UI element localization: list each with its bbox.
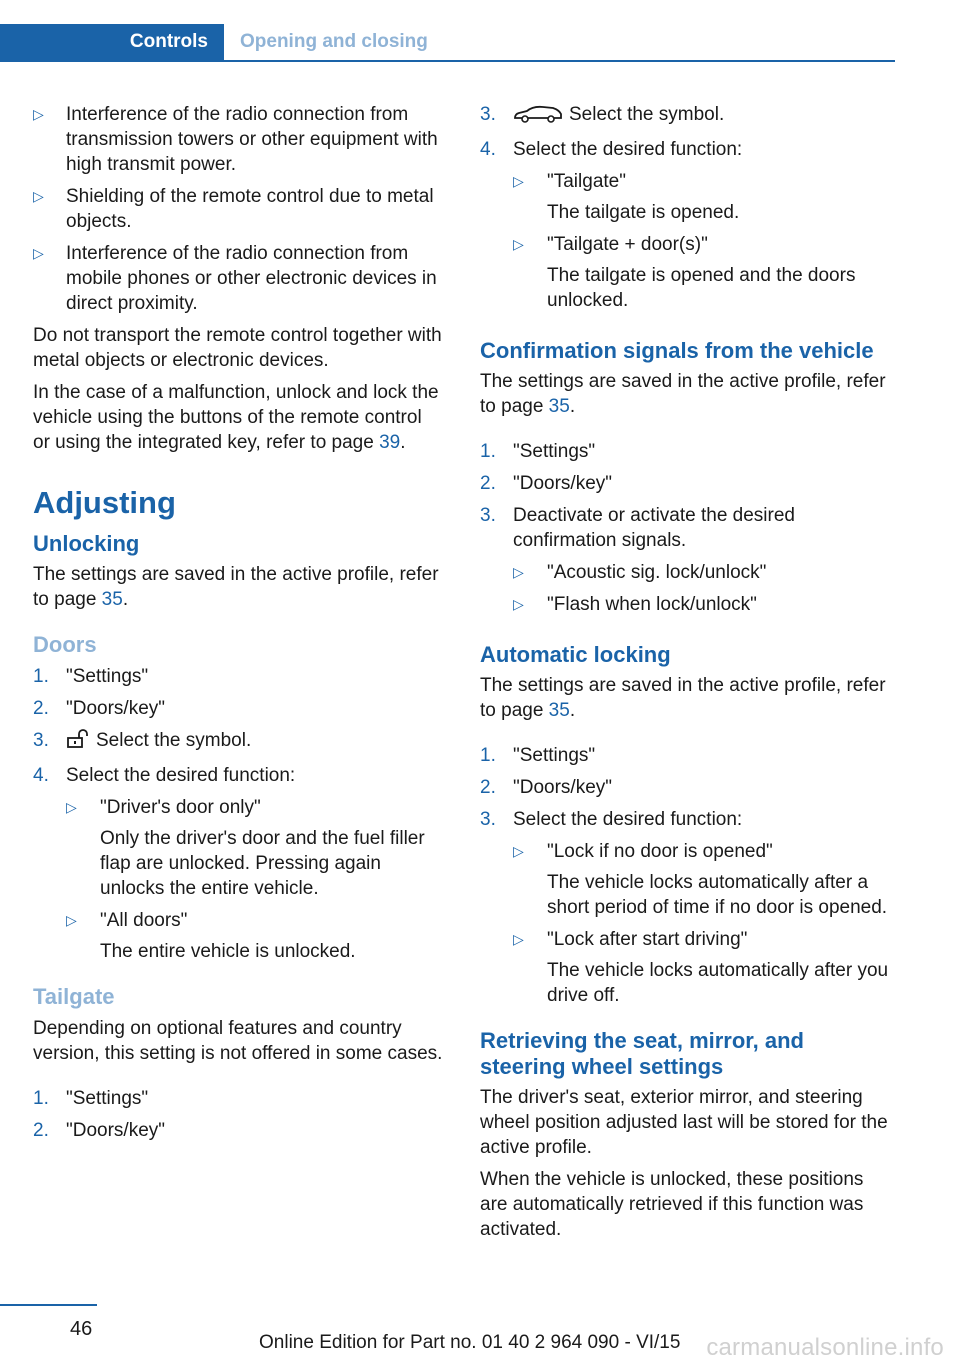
list-item: 1. "Settings" <box>480 745 596 766</box>
triangle-bullet-icon: ▷ <box>33 188 44 204</box>
list-item: 1. "Settings" <box>480 441 596 462</box>
list-item: ▷ "Tailgate + door(s)" The tailgate is opened and the doors unlocked. <box>513 234 856 311</box>
header-bar <box>0 24 895 62</box>
page-link[interactable]: 39 <box>379 432 401 453</box>
triangle-bullet-icon: ▷ <box>513 931 524 947</box>
car-tailgate-icon <box>513 105 563 130</box>
list-item: 1. "Settings" <box>33 666 149 687</box>
list-item: ▷ "Driver's door only" Only the driver's door and the fuel filler flap are unlocked. Pressing again unlocks the entire vehicle. <box>66 797 425 899</box>
triangle-bullet-icon: ▷ <box>513 236 524 252</box>
page-number: 46 <box>70 1318 93 1340</box>
list-item: 4. Select the desired function: ▷ "Driver's door only" Only the driver's door and the fuel filler flap are unlocked. Pressing again unlocks the entire vehicle. ▷ "All doors" The entire vehicle is unlocked. <box>33 763 443 964</box>
list-item: 3. Select the symbol. <box>33 728 443 756</box>
paragraph: The settings are saved in the active profile, refer to page 35. <box>480 371 886 417</box>
section-tab-controls: Controls <box>0 24 224 60</box>
page-link[interactable]: 35 <box>548 700 570 721</box>
paragraph: Depending on optional features and country version, this setting is not offered in some cases. <box>33 1018 443 1064</box>
heading-confirmation-signals: Confirmation signals from the vehicle <box>480 338 874 363</box>
page-link[interactable]: 35 <box>101 589 123 610</box>
right-column <box>480 102 890 1249</box>
list-item: ▷ "Lock after start driving" The vehicle locks automatically after you drive off. <box>513 929 889 1006</box>
list-item: 2. "Doors/key" <box>33 698 166 719</box>
watermark: carmanualsonline.info <box>706 1334 944 1361</box>
list-item: 3. Select the symbol. <box>480 102 890 130</box>
page-link[interactable]: 35 <box>548 396 570 417</box>
heading-adjusting: Adjusting <box>33 485 176 520</box>
heading-unlocking: Unlocking <box>33 531 140 556</box>
list-item: 3. Deactivate or activate the desired confirmation signals. ▷ "Acoustic sig. lock/unlock" ▷ "Flash when lock/unlock" <box>480 503 890 617</box>
list-item: ▷ "Acoustic sig. lock/unlock" <box>513 562 767 583</box>
list-item: ▷ Interference of the radio connection from mobile phones or other electronic devices in direct proximity. <box>33 243 437 314</box>
list-item: ▷ Shielding of the remote control due to metal objects. <box>33 186 434 232</box>
list-item: 1. "Settings" <box>33 1088 149 1109</box>
header-rule <box>0 60 895 62</box>
section-tab-opening-closing: Opening and closing <box>240 31 428 52</box>
list-item: ▷ "All doors" The entire vehicle is unlocked. <box>66 910 356 962</box>
list-item: 4. Select the desired function: ▷ "Tailgate" The tailgate is opened. ▷ "Tailgate + door(s)" The tailgate is opened and the doors unlocked. <box>480 137 890 313</box>
footer-rule <box>0 1304 97 1306</box>
triangle-bullet-icon: ▷ <box>33 245 44 261</box>
paragraph: The settings are saved in the active profile, refer to page 35. <box>33 564 439 610</box>
list-item: ▷ "Lock if no door is opened" The vehicle locks automatically after a short period of time if no door is opened. <box>513 841 888 918</box>
unlock-icon <box>66 729 90 756</box>
left-column <box>33 102 443 1150</box>
triangle-bullet-icon: ▷ <box>66 912 77 928</box>
list-item: 2. "Doors/key" <box>480 473 613 494</box>
paragraph: In the case of a malfunction, unlock and lock the vehicle using the buttons of the remote control or using the integrated key, refer to page 39. <box>33 382 439 453</box>
list-item: 2. "Doors/key" <box>33 1120 166 1141</box>
heading-tailgate: Tailgate <box>33 984 115 1009</box>
triangle-bullet-icon: ▷ <box>513 596 524 612</box>
list-item: 2. "Doors/key" <box>480 777 613 798</box>
list-item: ▷ Interference of the radio connection from transmission towers or other equipment with high transmit power. <box>33 104 438 175</box>
list-item: ▷ "Tailgate" The tailgate is opened. <box>513 171 740 223</box>
edition-footer: Online Edition for Part no. 01 40 2 964 090 - VI/15 <box>259 1332 681 1353</box>
list-item: 3. Select the desired function: ▷ "Lock if no door is opened" The vehicle locks automatically after a short period of time if no door is opened. ▷ "Lock after start driving" The vehicle locks automatically after you drive off. <box>480 809 889 1006</box>
paragraph: Do not transport the remote control together with metal objects or electronic devices. <box>33 325 442 371</box>
triangle-bullet-icon: ▷ <box>513 843 524 859</box>
heading-automatic-locking: Automatic locking <box>480 642 671 667</box>
triangle-bullet-icon: ▷ <box>66 799 77 815</box>
heading-retrieving-settings: Retrieving the seat, mirror, and steering wheel settings <box>480 1028 804 1079</box>
paragraph: When the vehicle is unlocked, these positions are automatically retrieved if this function was activated. <box>480 1169 864 1240</box>
list-item: ▷ "Flash when lock/unlock" <box>513 594 757 615</box>
heading-doors: Doors <box>33 632 97 657</box>
paragraph: The driver's seat, exterior mirror, and steering wheel position adjusted last will be stored for the active profile. <box>480 1087 888 1158</box>
triangle-bullet-icon: ▷ <box>513 564 524 580</box>
triangle-bullet-icon: ▷ <box>33 106 44 122</box>
paragraph: The settings are saved in the active profile, refer to page 35. <box>480 675 886 721</box>
triangle-bullet-icon: ▷ <box>513 173 524 189</box>
